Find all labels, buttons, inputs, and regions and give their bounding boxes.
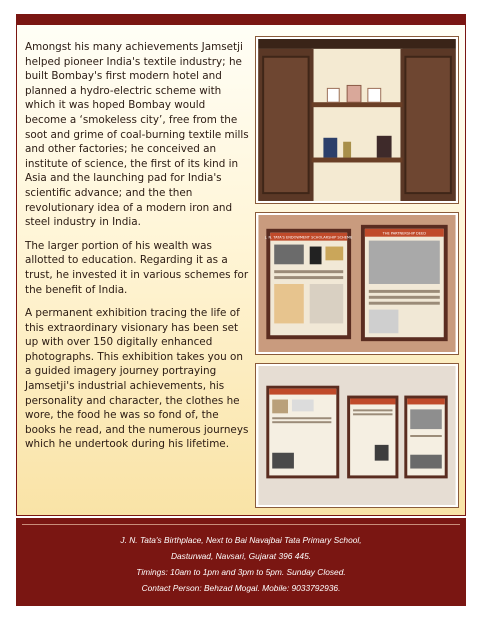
footer-address — [16, 518, 466, 606]
body-text — [25, 40, 250, 461]
footer-location-line: Dasturwad, Navsari, Gujarat 396 445. — [170, 551, 312, 561]
paragraph-exhibition: A permanent exhibition tracing the life of this extraordinary visionary has been set up with over 150 digitally enhanced photographs. This exhibition takes you on a guided imagery journey portraying Jamsetji's industrial achievements, his personality and character, the clothes he wore, the food he was so fond of, the books he read, and the numerous journeys which he undertook during his lifetime. — [25, 307, 249, 451]
paragraph-wealth: The larger portion of his wealth was allotted to education. Regarding it as a trust, he invested it in various schemes for the benefit of India. — [25, 239, 249, 296]
panels-row-illustration — [258, 366, 456, 505]
exhibition-row-photo — [255, 363, 459, 508]
footer-divider — [22, 524, 460, 525]
exhibition-panels-photo — [255, 212, 459, 355]
cabinet-illustration — [258, 39, 456, 201]
footer-timings-line: Timings: 10am to 1pm and 3pm to 5pm. Sunday Closed. — [136, 567, 346, 577]
panels-illustration — [258, 215, 456, 352]
footer-address-line: J. N. Tata's Birthplace, Next to Bai Navajbai Tata Primary School, — [120, 535, 362, 545]
footer-contact-line: Contact Person: Behzad Mogal. Mobile: 9033792936. — [141, 583, 341, 593]
panel-right-title: THE PARTNERSHIP DEED — [382, 231, 426, 236]
paragraph-achievements: Amongst his many achievements Jamsetji helped pioneer India's textile industry; he built Bombay's first modern hotel and planned a hydro-electric scheme with which it was hoped Bombay would become a ‘smokeless city’, free from the soot and grime of coal-burning textile mills and other factories; he conceived an institute of science, the first of its kind in Asia and the launching pad for India's scientific advance; and the then revolutionary idea of a modern iron and steel industry in India. — [25, 41, 249, 229]
cabinet-photo — [255, 36, 459, 204]
top-banner — [16, 14, 466, 24]
panel-left-title: J. N. TATA'S ENDOWMENT SCHOLARSHIP SCHEME — [265, 235, 353, 240]
